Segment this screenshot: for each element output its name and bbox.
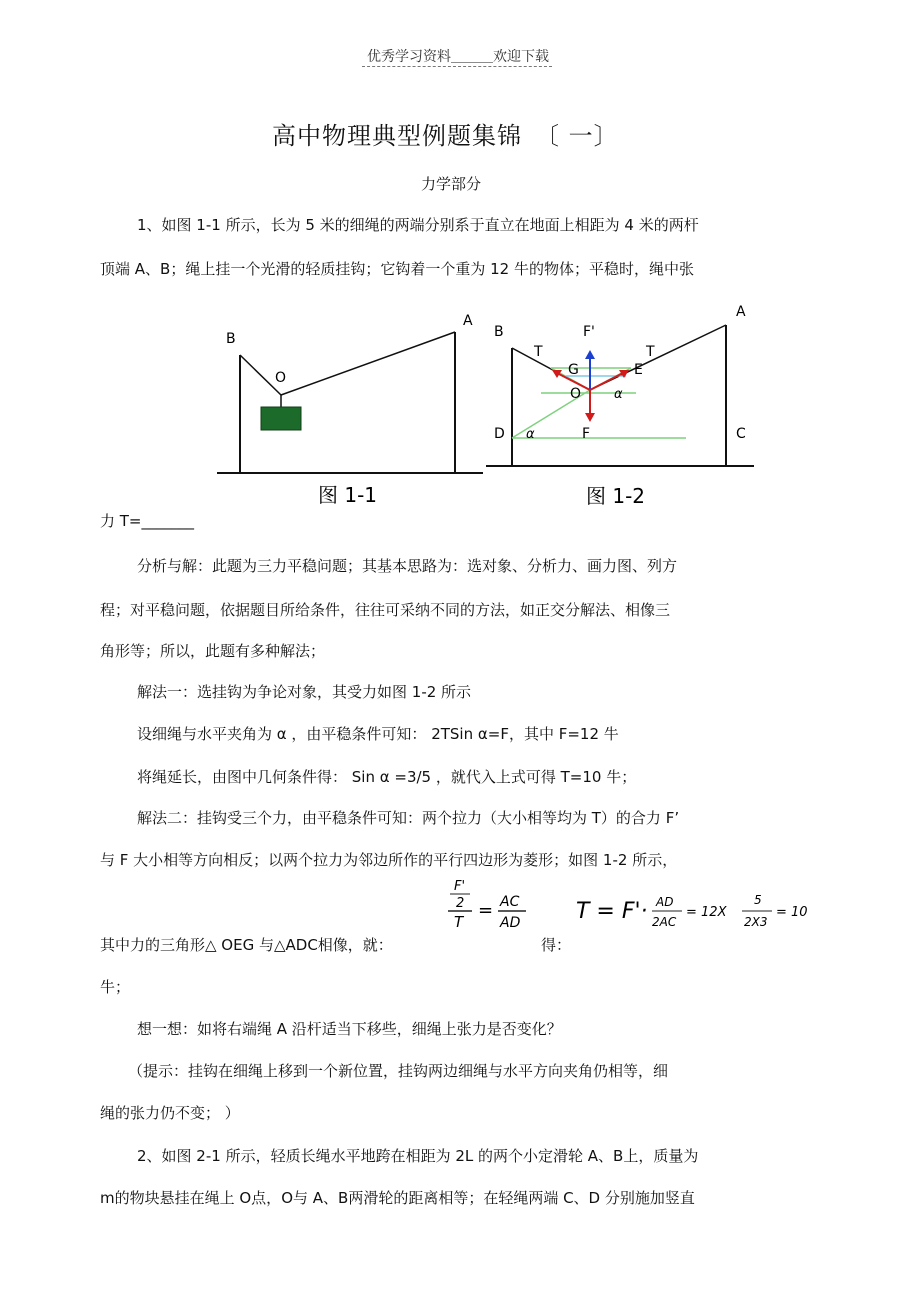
f1-equals: = <box>478 900 494 921</box>
section-subtitle: 力学部分 <box>421 175 482 193</box>
label-f: F <box>582 426 591 442</box>
label-t-right: T <box>646 344 655 360</box>
q2-line-2: m的物块悬挂在绳上 O点，O与 A、B两滑轮的距离相等；在轻绳两端 C、D 分别施加竖直 <box>100 1189 695 1207</box>
analysis-p1: 分析与解：此题为三力平稳问题；其基本思路为：选对象、分析力、画力图、列方 <box>137 557 678 575</box>
label-c: C <box>736 426 746 442</box>
label-a: A <box>463 313 473 329</box>
label-g: G <box>568 362 579 378</box>
figure-1-2 <box>486 298 766 513</box>
method-1-line-1: 解法一：选挂钩为争论对象，其受力如图 1-2 所示 <box>137 683 472 701</box>
label-alpha-d: α <box>526 427 535 442</box>
label-o: O <box>275 370 287 386</box>
f2-mid: = 12X <box>686 905 727 920</box>
think-line-3: 绳的张力仍不变； ） <box>100 1104 240 1122</box>
rope-right <box>281 332 455 395</box>
f2-2ac: 2AC <box>652 915 677 929</box>
think-line-1: 想一想：如将右端绳 A 沿杆适当下移些，细绳上张力是否变化？ <box>137 1020 562 1038</box>
f1-fprime: F' <box>454 879 466 894</box>
method-1-line-2: 设细绳与水平夹角为 α ，由平稳条件可知： 2TSin α=F，其中 F=12 牛 <box>137 725 619 743</box>
method-1-line-3: 将绳延长，由图中几何条件得： Sin α =3/5 ，就代入上式可得 T=10 牛； <box>137 768 637 786</box>
force-f-arrow <box>585 413 595 422</box>
label-b: B <box>494 324 504 340</box>
label-o: O <box>570 386 582 402</box>
label-alpha-o: α <box>614 387 623 402</box>
q2-line-1: 2、如图 2-1 所示，轻质长绳水平地跨在相距为 2L 的两个小定滑轮 A、B上，质量为 <box>137 1147 699 1165</box>
method-2-line-4: 牛； <box>100 978 131 996</box>
label-b: B <box>226 331 236 347</box>
method-2-line-2: 与 F 大小相等方向相反；以两个拉力为邻边所作的平行四边形为菱形；如图 1-2 所示， <box>100 851 678 869</box>
label-fprime: F' <box>583 324 595 340</box>
label-t-left: T <box>534 344 543 360</box>
f2-five: 5 <box>754 893 762 907</box>
method-2-line-3-result: 得： <box>541 936 572 954</box>
caption-1-1: 图 1-1 <box>318 483 378 507</box>
f1-t: T <box>454 913 464 931</box>
label-d: D <box>494 426 505 442</box>
f2-end: = 10 <box>776 905 808 920</box>
f1-ad: AD <box>500 915 521 931</box>
method-2-line-1: 解法二：挂钩受三个力，由平稳条件可知：两个拉力（大小相等均为 T）的合力 F’ <box>137 809 680 827</box>
analysis-p2: 程；对平稳问题，依据题目所给条件，往往可采纳不同的方法，如正交分解法、相像三 <box>100 601 671 619</box>
label-a: A <box>736 304 746 320</box>
q1-line-2: 顶端 A、B；绳上挂一个光滑的轻质挂钩；它钩着一个重为 12 牛的物体；平稳时，绳中张 <box>100 260 694 278</box>
label-e: E <box>634 362 643 378</box>
f1-ac: AC <box>500 894 520 910</box>
hanging-weight <box>261 407 301 430</box>
f2-ad: AD <box>656 895 674 909</box>
f1-two: 2 <box>456 896 465 911</box>
formula-similar-triangles <box>444 876 534 936</box>
analysis-p3: 角形等；所以，此题有多种解法； <box>100 642 326 660</box>
method-2-line-3: 其中力的三角形△ OEG 与△ADC相像，就： <box>100 936 393 954</box>
f2-lhs: T = F'· <box>576 899 648 924</box>
page-title: 高中物理典型例题集锦 〔 一〕 <box>272 122 619 150</box>
page-header: 优秀学习资料＿＿＿欢迎下载 <box>367 49 549 65</box>
think-line-2: （提示：挂钩在细绳上移到一个新位置，挂钩两边细绳与水平方向夹角仍相等，细 <box>128 1062 669 1080</box>
q1-line-1: 1、如图 1-1 所示，长为 5 米的细绳的两端分别系于直立在地面上相距为 4 米的两杆 <box>137 216 699 234</box>
q1-line-3: 力 T=_______ <box>100 512 194 530</box>
figure-1-1 <box>215 305 490 515</box>
force-fprime-arrow <box>585 350 595 359</box>
caption-1-2: 图 1-2 <box>586 484 646 508</box>
f2-2x3: 2X3 <box>744 915 768 929</box>
formula-tension-result <box>576 884 816 934</box>
header-divider <box>362 66 552 67</box>
